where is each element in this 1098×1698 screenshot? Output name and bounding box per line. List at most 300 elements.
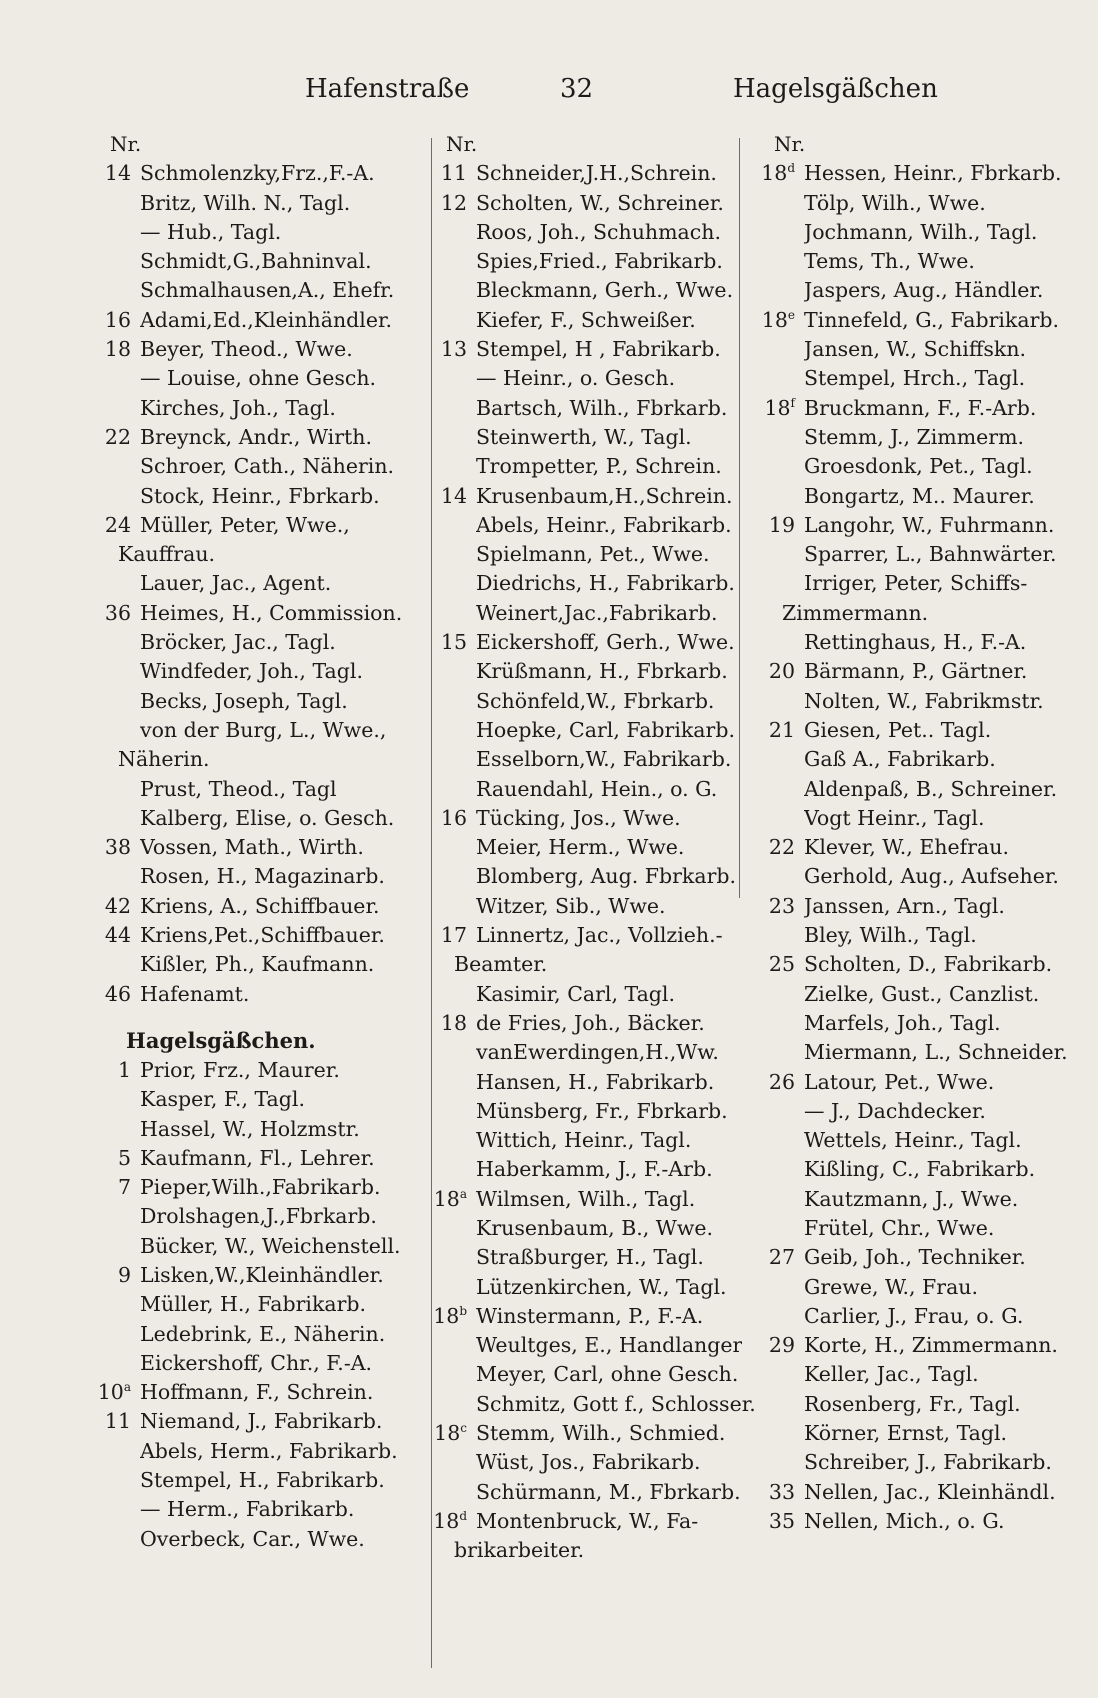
resident-name: Tems, Th., Wwe. bbox=[804, 249, 975, 274]
resident-name: Rauendahl, Hein., o. G. bbox=[476, 776, 718, 801]
resident-name: brikarbeiter. bbox=[454, 1538, 585, 1563]
resident-name: Frütel, Chr., Wwe. bbox=[804, 1215, 995, 1240]
resident-name: Adami,Ed.,Kleinhändler. bbox=[140, 307, 393, 332]
nr-label: Nr. bbox=[110, 132, 142, 156]
house-number: 18 bbox=[104, 337, 131, 362]
house-number: 22 bbox=[768, 835, 795, 860]
resident-name: Gerhold, Aug., Aufseher. bbox=[804, 864, 1059, 889]
resident-name: Prior, Frz., Maurer. bbox=[140, 1057, 340, 1082]
directory-entry bbox=[432, 452, 757, 481]
house-number: 7 bbox=[117, 1175, 131, 1200]
resident-name: Bongartz, M.. Maurer. bbox=[804, 483, 1035, 508]
page-number: 32 bbox=[560, 74, 594, 104]
resident-name: Irriger, Peter, Schiffs- bbox=[804, 571, 1028, 596]
resident-name: Wittich, Heinr., Tagl. bbox=[476, 1128, 692, 1153]
house-number: 5 bbox=[117, 1145, 131, 1170]
directory-entry bbox=[760, 569, 1080, 598]
resident-name: Niemand, J., Fabrikarb. bbox=[140, 1409, 383, 1434]
directory-entry bbox=[96, 247, 429, 276]
directory-entry bbox=[96, 833, 429, 862]
resident-name: Nolten, W., Fabrikmstr. bbox=[804, 688, 1044, 713]
directory-entry bbox=[96, 1495, 429, 1524]
resident-name: Jochmann, Wilh., Tagl. bbox=[804, 219, 1038, 244]
directory-entry bbox=[760, 1009, 1080, 1038]
house-number: 26 bbox=[768, 1069, 795, 1094]
resident-name: Kaufmann, Fl., Lehrer. bbox=[140, 1145, 375, 1170]
directory-entry bbox=[760, 1478, 1080, 1507]
directory-entry bbox=[760, 950, 1080, 979]
directory-entry bbox=[96, 159, 429, 188]
directory-entry bbox=[432, 1331, 757, 1360]
directory-entry bbox=[432, 569, 757, 598]
house-number: 23 bbox=[768, 893, 795, 918]
resident-name: Nellen, Jac., Kleinhändl. bbox=[804, 1479, 1056, 1504]
resident-name: Witzer, Sib., Wwe. bbox=[476, 893, 666, 918]
house-number: 10$^a$ bbox=[97, 1380, 131, 1405]
directory-entry bbox=[96, 1085, 429, 1114]
directory-entry bbox=[760, 599, 1080, 628]
directory-entry bbox=[760, 892, 1080, 921]
directory-entry bbox=[432, 980, 757, 1009]
resident-name: Lauer, Jac., Agent. bbox=[140, 571, 332, 596]
resident-name: Schreiber, J., Fabrikarb. bbox=[804, 1450, 1052, 1475]
resident-name: Korte, H., Zimmermann. bbox=[804, 1333, 1058, 1358]
resident-name: Weultges, E., Handlanger bbox=[476, 1333, 743, 1358]
directory-entry bbox=[96, 1290, 429, 1319]
resident-name: Giesen, Pet.. Tagl. bbox=[804, 717, 992, 742]
directory-entry bbox=[432, 364, 757, 393]
directory-entry bbox=[760, 511, 1080, 540]
resident-name: Klever, W., Ehefrau. bbox=[804, 835, 1009, 860]
directory-entry bbox=[96, 1407, 429, 1436]
directory-entry bbox=[432, 218, 757, 247]
directory-entry bbox=[760, 1448, 1080, 1477]
resident-name: Bruckmann, F., F.-Arb. bbox=[804, 395, 1037, 420]
directory-entry bbox=[760, 1507, 1080, 1536]
directory-entry bbox=[96, 1466, 429, 1495]
resident-name: Tücking, Jos., Wwe. bbox=[476, 805, 681, 830]
resident-name: Straßburger, H., Tagl. bbox=[476, 1245, 704, 1270]
directory-entry bbox=[96, 423, 429, 452]
directory-entry bbox=[432, 892, 757, 921]
resident-name: Linnertz, Jac., Vollzieh.- bbox=[476, 923, 723, 948]
resident-name: Schmalhausen,A., Ehefr. bbox=[140, 278, 395, 303]
resident-name: Bleckmann, Gerh., Wwe. bbox=[476, 278, 734, 303]
nr-label: Nr. bbox=[446, 132, 478, 156]
directory-entry bbox=[432, 335, 757, 364]
resident-name: Schmolenzky,Frz.,F.-A. bbox=[140, 161, 375, 186]
resident-name: Keller, Jac., Tagl. bbox=[804, 1362, 979, 1387]
directory-entry bbox=[432, 1390, 757, 1419]
directory-entry bbox=[760, 394, 1080, 423]
directory-entry bbox=[96, 452, 429, 481]
resident-name: Heimes, H., Commission. bbox=[140, 600, 403, 625]
resident-name: Kriens, A., Schiffbauer. bbox=[140, 893, 380, 918]
directory-entry bbox=[760, 159, 1080, 188]
directory-entry bbox=[432, 1214, 757, 1243]
resident-name: Langohr, W., Fuhrmann. bbox=[804, 512, 1055, 537]
directory-entry bbox=[96, 1232, 429, 1261]
directory-entry bbox=[760, 1155, 1080, 1184]
directory-entry bbox=[760, 687, 1080, 716]
directory-entry bbox=[432, 687, 757, 716]
resident-name: Körner, Ernst, Tagl. bbox=[804, 1421, 1008, 1446]
resident-name: Miermann, L., Schneider. bbox=[804, 1040, 1068, 1065]
directory-entry bbox=[432, 159, 757, 188]
resident-name: Stempel, Hrch., Tagl. bbox=[804, 366, 1026, 391]
directory-entry bbox=[432, 482, 757, 511]
directory-entry bbox=[96, 950, 429, 979]
directory-entry bbox=[432, 511, 757, 540]
resident-name: Grewe, W., Frau. bbox=[804, 1274, 979, 1299]
directory-entry bbox=[760, 862, 1080, 891]
directory-entry bbox=[96, 306, 429, 335]
directory-entry bbox=[96, 980, 429, 1009]
resident-name: Abels, Heinr., Fabrikarb. bbox=[476, 512, 732, 537]
house-number: 18$^d$ bbox=[761, 161, 795, 186]
resident-name: Kalberg, Elise, o. Gesch. bbox=[140, 805, 395, 830]
resident-name: Meyer, Carl, ohne Gesch. bbox=[476, 1362, 739, 1387]
directory-entry bbox=[96, 1115, 429, 1144]
directory-entry bbox=[760, 833, 1080, 862]
directory-entry bbox=[96, 804, 429, 833]
resident-name: Hessen, Heinr., Fbrkarb. bbox=[804, 161, 1062, 186]
directory-entry bbox=[760, 980, 1080, 1009]
directory-entry bbox=[432, 1419, 757, 1448]
resident-name: Kirches, Joh., Tagl. bbox=[140, 395, 336, 420]
directory-entry bbox=[96, 1056, 429, 1085]
house-number: 13 bbox=[440, 337, 467, 362]
directory-entry bbox=[96, 862, 429, 891]
directory-entry bbox=[760, 423, 1080, 452]
resident-name: Zimmermann. bbox=[782, 600, 929, 625]
directory-entry bbox=[96, 189, 429, 218]
resident-name: Münsberg, Fr., Fbrkarb. bbox=[476, 1098, 728, 1123]
resident-name: Carlier, J., Frau, o. G. bbox=[804, 1303, 1024, 1328]
resident-name: Rettinghaus, H., F.-A. bbox=[804, 630, 1027, 655]
house-number: 22 bbox=[104, 424, 131, 449]
directory-entry bbox=[432, 862, 757, 891]
resident-name: Kißler, Ph., Kaufmann. bbox=[140, 952, 375, 977]
entry-list-hafenstrasse bbox=[96, 159, 429, 1009]
directory-entry bbox=[432, 833, 757, 862]
resident-name: Haberkamm, J., F.-Arb. bbox=[476, 1157, 713, 1182]
directory-entry bbox=[96, 1525, 429, 1554]
resident-name: Groesdonk, Pet., Tagl. bbox=[804, 454, 1033, 479]
directory-entry bbox=[760, 745, 1080, 774]
resident-name: Abels, Herm., Fabrikarb. bbox=[140, 1438, 398, 1463]
directory-entry bbox=[760, 1214, 1080, 1243]
directory-entry bbox=[432, 1097, 757, 1126]
resident-name: Lützenkirchen, W., Tagl. bbox=[476, 1274, 727, 1299]
resident-name: Rosenberg, Fr., Tagl. bbox=[804, 1391, 1021, 1416]
column-2 bbox=[432, 130, 757, 1698]
directory-entry bbox=[96, 511, 429, 540]
resident-name: Gaß A., Fabrikarb. bbox=[804, 747, 996, 772]
resident-name: Bücker, W., Weichenstell. bbox=[140, 1233, 401, 1258]
resident-name: Schroer, Cath., Näherin. bbox=[140, 454, 395, 479]
resident-name: Hafenamt. bbox=[140, 981, 250, 1006]
directory-entry bbox=[760, 1097, 1080, 1126]
directory-entry bbox=[760, 335, 1080, 364]
resident-name: Rosen, H., Magazinarb. bbox=[140, 864, 385, 889]
house-number: 38 bbox=[104, 835, 131, 860]
resident-name: — J., Dachdecker. bbox=[804, 1098, 986, 1123]
resident-name: Wilmsen, Wilh., Tagl. bbox=[476, 1186, 696, 1211]
resident-name: Montenbruck, W., Fa- bbox=[476, 1508, 699, 1533]
resident-name: Jaspers, Aug., Händler. bbox=[804, 278, 1044, 303]
directory-entry bbox=[760, 276, 1080, 305]
house-number: 27 bbox=[768, 1245, 795, 1270]
house-number: 11 bbox=[104, 1409, 131, 1434]
directory-entry bbox=[760, 1302, 1080, 1331]
resident-name: Windfeder, Joh., Tagl. bbox=[140, 659, 363, 684]
resident-name: — Hub., Tagl. bbox=[140, 219, 282, 244]
resident-name: Kißling, C., Fabrikarb. bbox=[804, 1157, 1036, 1182]
directory-entry bbox=[760, 1360, 1080, 1389]
resident-name: Scholten, W., Schreiner. bbox=[476, 190, 724, 215]
directory-entry bbox=[760, 218, 1080, 247]
house-number: 16 bbox=[104, 307, 131, 332]
resident-name: Esselborn,W., Fabrikarb. bbox=[476, 747, 732, 772]
resident-name: Janssen, Arn., Tagl. bbox=[804, 893, 1005, 918]
house-number: 42 bbox=[104, 893, 131, 918]
directory-entry bbox=[432, 775, 757, 804]
house-number: 18$^b$ bbox=[433, 1303, 467, 1328]
resident-name: Müller, H., Fabrikarb. bbox=[140, 1292, 367, 1317]
directory-entry bbox=[432, 1448, 757, 1477]
resident-name: Meier, Herm., Wwe. bbox=[476, 835, 685, 860]
directory-entry bbox=[96, 657, 429, 686]
house-number: 16 bbox=[440, 805, 467, 830]
directory-entry bbox=[760, 775, 1080, 804]
directory-entry bbox=[432, 804, 757, 833]
house-number: 12 bbox=[440, 190, 467, 215]
resident-name: Eickershoff, Chr., F.-A. bbox=[140, 1350, 373, 1375]
resident-name: Becks, Joseph, Tagl. bbox=[140, 688, 348, 713]
resident-name: Schürmann, M., Fbrkarb. bbox=[476, 1479, 741, 1504]
directory-entry bbox=[432, 628, 757, 657]
directory-entry bbox=[432, 1536, 757, 1565]
directory-entry bbox=[432, 950, 757, 979]
directory-entry bbox=[432, 1009, 757, 1038]
directory-entry bbox=[760, 189, 1080, 218]
house-number: 36 bbox=[104, 600, 131, 625]
resident-name: Steinwerth, W., Tagl. bbox=[476, 424, 692, 449]
resident-name: Kauffrau. bbox=[118, 542, 216, 567]
directory-entry bbox=[432, 1478, 757, 1507]
directory-entry bbox=[760, 247, 1080, 276]
house-number: 17 bbox=[440, 923, 467, 948]
house-number: 24 bbox=[104, 512, 131, 537]
directory-entry bbox=[760, 540, 1080, 569]
page-header bbox=[0, 64, 1098, 124]
directory-entry bbox=[96, 892, 429, 921]
resident-name: Breynck, Andr., Wirth. bbox=[140, 424, 372, 449]
directory-entry bbox=[432, 1068, 757, 1097]
directory-entry bbox=[760, 1038, 1080, 1067]
resident-name: Ledebrink, E., Näherin. bbox=[140, 1321, 386, 1346]
column-1 bbox=[96, 130, 429, 1698]
resident-name: von der Burg, L., Wwe., bbox=[140, 717, 387, 742]
directory-entry bbox=[96, 364, 429, 393]
directory-entry bbox=[432, 1243, 757, 1272]
directory-entry bbox=[760, 921, 1080, 950]
nr-label: Nr. bbox=[774, 132, 806, 156]
resident-name: Britz, Wilh. N., Tagl. bbox=[140, 190, 351, 215]
house-number: 29 bbox=[768, 1333, 795, 1358]
resident-name: Vossen, Math., Wirth. bbox=[140, 835, 364, 860]
resident-name: Krusenbaum, B., Wwe. bbox=[476, 1215, 714, 1240]
resident-name: Kautzmann, J., Wwe. bbox=[804, 1186, 1019, 1211]
resident-name: Winstermann, P., F.-A. bbox=[476, 1303, 704, 1328]
house-number: 18$^c$ bbox=[434, 1421, 467, 1446]
resident-name: Spielmann, Pet., Wwe. bbox=[476, 542, 710, 567]
directory-entry bbox=[432, 423, 757, 452]
directory-entry bbox=[760, 1243, 1080, 1272]
directory-entry bbox=[96, 335, 429, 364]
resident-name: Diedrichs, H., Fabrikarb. bbox=[476, 571, 735, 596]
house-number: 44 bbox=[104, 923, 131, 948]
house-number: 9 bbox=[117, 1262, 131, 1287]
directory-entry bbox=[96, 1144, 429, 1173]
directory-entry bbox=[432, 1507, 757, 1536]
directory-entry bbox=[96, 482, 429, 511]
directory-entry bbox=[96, 745, 429, 774]
resident-name: Beamter. bbox=[454, 952, 548, 977]
directory-entry bbox=[760, 657, 1080, 686]
directory-entry bbox=[760, 1068, 1080, 1097]
directory-entry bbox=[432, 599, 757, 628]
directory-entry bbox=[760, 306, 1080, 335]
resident-name: Kiefer, F., Schweißer. bbox=[476, 307, 696, 332]
directory-entry bbox=[760, 482, 1080, 511]
entry-list-hagelsgaesschen bbox=[96, 1056, 429, 1554]
directory-entry bbox=[432, 657, 757, 686]
directory-entry bbox=[432, 540, 757, 569]
resident-name: Schneider,J.H.,Schrein. bbox=[476, 161, 717, 186]
column-3 bbox=[760, 130, 1080, 1698]
resident-name: Schönfeld,W., Fbrkarb. bbox=[476, 688, 715, 713]
directory-entry bbox=[432, 306, 757, 335]
house-number: 21 bbox=[768, 717, 795, 742]
resident-name: Bley, Wilh., Tagl. bbox=[804, 923, 977, 948]
resident-name: Trompetter, P., Schrein. bbox=[476, 454, 722, 479]
resident-name: Drolshagen,J.,Fbrkarb. bbox=[140, 1204, 377, 1229]
house-number: 1 bbox=[117, 1057, 131, 1082]
resident-name: Bärmann, P., Gärtner. bbox=[804, 659, 1028, 684]
resident-name: — Herm., Fabrikarb. bbox=[140, 1497, 355, 1522]
resident-name: Bartsch, Wilh., Fbrkarb. bbox=[476, 395, 728, 420]
resident-name: Zielke, Gust., Canzlist. bbox=[804, 981, 1040, 1006]
directory-entry bbox=[96, 540, 429, 569]
directory-entry bbox=[760, 364, 1080, 393]
directory-entry bbox=[432, 1302, 757, 1331]
directory-entry bbox=[96, 1202, 429, 1231]
house-number: 18$^d$ bbox=[433, 1508, 467, 1533]
resident-name: Kasimir, Carl, Tagl. bbox=[476, 981, 675, 1006]
house-number: 14 bbox=[104, 161, 131, 186]
directory-entry bbox=[760, 1419, 1080, 1448]
resident-name: Krusenbaum,H.,Schrein. bbox=[476, 483, 733, 508]
entry-list bbox=[760, 159, 1080, 1536]
resident-name: Krüßmann, H., Fbrkarb. bbox=[476, 659, 728, 684]
directory-entry bbox=[432, 247, 757, 276]
house-number: 35 bbox=[768, 1508, 795, 1533]
house-number: 11 bbox=[440, 161, 467, 186]
resident-name: Stemm, J., Zimmerm. bbox=[804, 424, 1025, 449]
resident-name: Wüst, Jos., Fabrikarb. bbox=[476, 1450, 701, 1475]
directory-entry bbox=[96, 1378, 429, 1407]
resident-name: Geib, Joh., Techniker. bbox=[804, 1245, 1026, 1270]
resident-name: Nellen, Mich., o. G. bbox=[804, 1508, 1005, 1533]
header-street-right: Hagelsgäßchen bbox=[733, 74, 938, 104]
resident-name: Kriens,Pet.,Schiffbauer. bbox=[140, 923, 385, 948]
directory-entry bbox=[760, 1273, 1080, 1302]
section-title: Hagelsgäßchen. bbox=[126, 1027, 316, 1053]
directory-entry bbox=[96, 569, 429, 598]
resident-name: Jansen, W., Schiffskn. bbox=[804, 337, 1027, 362]
directory-entry bbox=[760, 716, 1080, 745]
resident-name: Pieper,Wilh.,Fabrikarb. bbox=[140, 1175, 381, 1200]
resident-name: Weinert,Jac.,Fabrikarb. bbox=[476, 600, 718, 625]
directory-entry bbox=[96, 394, 429, 423]
resident-name: Stemm, Wilh., Schmied. bbox=[476, 1421, 726, 1446]
directory-entry bbox=[96, 1173, 429, 1202]
resident-name: Prust, Theod., Tagl bbox=[140, 776, 337, 801]
resident-name: Aldenpaß, B., Schreiner. bbox=[804, 776, 1058, 801]
directory-entry bbox=[96, 1261, 429, 1290]
resident-name: Näherin. bbox=[118, 747, 210, 772]
house-number: 15 bbox=[440, 630, 467, 655]
directory-entry bbox=[432, 716, 757, 745]
resident-name: — Heinr., o. Gesch. bbox=[476, 366, 676, 391]
house-number: 25 bbox=[768, 952, 795, 977]
resident-name: Müller, Peter, Wwe., bbox=[140, 512, 350, 537]
resident-name: Hansen, H., Fabrikarb. bbox=[476, 1069, 715, 1094]
house-number: 18e bbox=[761, 307, 795, 332]
resident-name: Stempel, H , Fabrikarb. bbox=[476, 337, 721, 362]
directory-entry bbox=[96, 1437, 429, 1466]
directory-entry bbox=[96, 921, 429, 950]
resident-name: Bröcker, Jac., Tagl. bbox=[140, 630, 336, 655]
resident-name: Scholten, D., Fabrikarb. bbox=[804, 952, 1053, 977]
house-number: 33 bbox=[768, 1479, 795, 1504]
directory-entry bbox=[96, 276, 429, 305]
directory-entry bbox=[432, 394, 757, 423]
resident-name: de Fries, Joh., Bäcker. bbox=[476, 1010, 705, 1035]
resident-name: Schmidt,G.,Bahninval. bbox=[140, 249, 372, 274]
directory-entry bbox=[432, 1155, 757, 1184]
entry-list bbox=[432, 159, 757, 1565]
directory-entry bbox=[96, 716, 429, 745]
house-number: 14 bbox=[440, 483, 467, 508]
house-number: 18$^f$ bbox=[764, 395, 795, 420]
directory-entry bbox=[432, 1126, 757, 1155]
resident-name: Hoepke, Carl, Fabrikarb. bbox=[476, 717, 735, 742]
resident-name: Vogt Heinr., Tagl. bbox=[804, 805, 985, 830]
resident-name: Hoffmann, F., Schrein. bbox=[140, 1380, 374, 1405]
directory-entry bbox=[432, 745, 757, 774]
resident-name: Latour, Pet., Wwe. bbox=[804, 1069, 995, 1094]
directory-entry bbox=[432, 1360, 757, 1389]
resident-name: Marfels, Joh., Tagl. bbox=[804, 1010, 1001, 1035]
directory-entry bbox=[432, 1273, 757, 1302]
resident-name: Tölp, Wilh., Wwe. bbox=[804, 190, 986, 215]
directory-entry bbox=[432, 276, 757, 305]
directory-entry bbox=[96, 218, 429, 247]
resident-name: Beyer, Theod., Wwe. bbox=[140, 337, 353, 362]
